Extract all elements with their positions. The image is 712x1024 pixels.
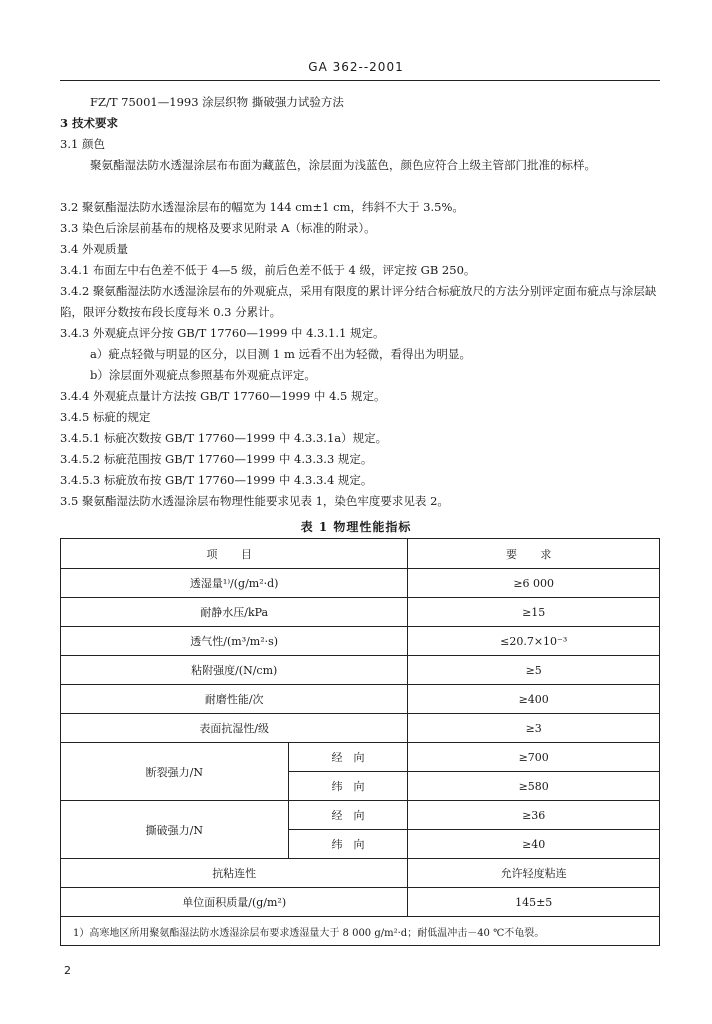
requirement-cell: 145±5 xyxy=(408,888,660,917)
table-footnote: 1）高寒地区所用聚氨酯湿法防水透湿涂层布要求透湿量大于 8 000 g/m²·d；耐低温冲击－40 ℃不龟裂。 xyxy=(61,917,660,946)
requirement-cell: ≥700 xyxy=(408,743,660,772)
table-row xyxy=(61,801,660,830)
clause-3-4-5-3: 3.4.5.3 标疵放布按 GB/T 17760—1999 中 4.3.3.4 规定。 xyxy=(60,473,373,487)
clause-3-4-heading: 3.4 外观质量 xyxy=(60,242,128,256)
item-cell: 粘附强度/(N/cm) xyxy=(61,656,408,685)
physical-properties-table xyxy=(60,538,660,946)
clause-3-3: 3.3 染色后涂层前基布的规格及要求见附录 A（标准的附录）。 xyxy=(60,221,376,235)
table-row xyxy=(61,714,660,743)
clause-3-4-1: 3.4.1 布面左中右色差不低于 4—5 级，前后色差不低于 4 级，评定按 GB 250。 xyxy=(60,263,476,277)
table-caption: 表 1 物理性能指标 xyxy=(300,520,412,534)
direction-cell: 经 向 xyxy=(288,743,408,772)
table-row xyxy=(61,743,660,772)
clause-3-4-5-1: 3.4.5.1 标疵次数按 GB/T 17760—1999 中 4.3.3.1a）规定。 xyxy=(60,431,388,445)
clause-3-4-5-2: 3.4.5.2 标疵范围按 GB/T 17760—1999 中 4.3.3.3 规定。 xyxy=(60,452,373,466)
clause-3-5: 3.5 聚氨酯湿法防水透湿涂层布物理性能要求见表 1，染色牢度要求见表 2。 xyxy=(60,494,449,508)
item-cell: 抗粘连性 xyxy=(61,859,408,888)
table-row xyxy=(61,598,660,627)
clause-3-4-3-b: b）涂层面外观疵点参照基布外观疵点评定。 xyxy=(90,368,316,382)
requirement-cell: ≥5 xyxy=(408,656,660,685)
clause-3-4-3: 3.4.3 外观疵点评分按 GB/T 17760—1999 中 4.3.1.1 规定。 xyxy=(60,326,385,340)
table-note-row xyxy=(61,917,660,946)
direction-cell: 经 向 xyxy=(288,801,408,830)
break-strength-label: 断裂强力/N xyxy=(61,743,289,801)
table-row xyxy=(61,685,660,714)
table-row xyxy=(61,627,660,656)
requirement-cell: ≥6 000 xyxy=(408,569,660,598)
clause-3-1-heading: 3.1 颜色 xyxy=(60,137,105,151)
requirement-cell: ≥400 xyxy=(408,685,660,714)
clause-3-4-5-heading: 3.4.5 标疵的规定 xyxy=(60,410,151,424)
table-row xyxy=(61,859,660,888)
header-rule xyxy=(60,80,660,81)
clause-3-4-3-a: a）疵点轻微与明显的区分，以目测 1 m 远看不出为轻微，看得出为明显。 xyxy=(90,347,472,361)
clause-3-4-2: 3.4.2 聚氨酯湿法防水透湿涂层布的外观疵点，采用有限度的累计评分结合标疵放尺的方法分别评定面布疵点与涂层缺陷，限评分数按布段长度每米 0.3 分累计。 xyxy=(60,284,657,319)
header-requirement: 要 求 xyxy=(408,539,660,569)
tear-strength-label: 撕破强力/N xyxy=(61,801,289,859)
requirement-cell: 允许轻度粘连 xyxy=(408,859,660,888)
item-cell: 耐磨性能/次 xyxy=(61,685,408,714)
table-row xyxy=(61,569,660,598)
standard-code-header: GA 362--2001 xyxy=(308,60,404,74)
section-3-heading: 3 技术要求 xyxy=(60,116,119,130)
requirement-cell: ≤20.7×10⁻³ xyxy=(408,627,660,656)
item-cell: 透湿量¹⁾/(g/m²·d) xyxy=(61,569,408,598)
direction-cell: 纬 向 xyxy=(288,772,408,801)
requirement-cell: ≥580 xyxy=(408,772,660,801)
requirement-cell: ≥40 xyxy=(408,830,660,859)
clause-3-4-4: 3.4.4 外观疵点量计方法按 GB/T 17760—1999 中 4.5 规定。 xyxy=(60,389,386,403)
requirement-cell: ≥36 xyxy=(408,801,660,830)
clause-3-2: 3.2 聚氨酯湿法防水透湿涂层布的幅宽为 144 cm±1 cm，纬斜不大于 3.5%。 xyxy=(60,200,464,214)
item-cell: 表面抗湿性/级 xyxy=(61,714,408,743)
item-cell: 耐静水压/kPa xyxy=(61,598,408,627)
requirement-cell: ≥3 xyxy=(408,714,660,743)
normative-reference: FZ/T 75001—1993 涂层织物 撕破强力试验方法 xyxy=(90,95,344,109)
direction-cell: 纬 向 xyxy=(288,830,408,859)
requirement-cell: ≥15 xyxy=(408,598,660,627)
document-body xyxy=(60,92,660,512)
item-cell: 透气性/(m³/m²·s) xyxy=(61,627,408,656)
clause-3-1-text: 聚氨酯湿法防水透湿涂层布布面为藏蓝色，涂层面为浅蓝色，颜色应符合上级主管部门批准的标样。 xyxy=(90,158,596,172)
page-number: 2 xyxy=(64,964,71,977)
header-item: 项 目 xyxy=(61,539,408,569)
table-header-row xyxy=(61,539,660,569)
table-row xyxy=(61,888,660,917)
table-row xyxy=(61,656,660,685)
item-cell: 单位面积质量/(g/m²) xyxy=(61,888,408,917)
